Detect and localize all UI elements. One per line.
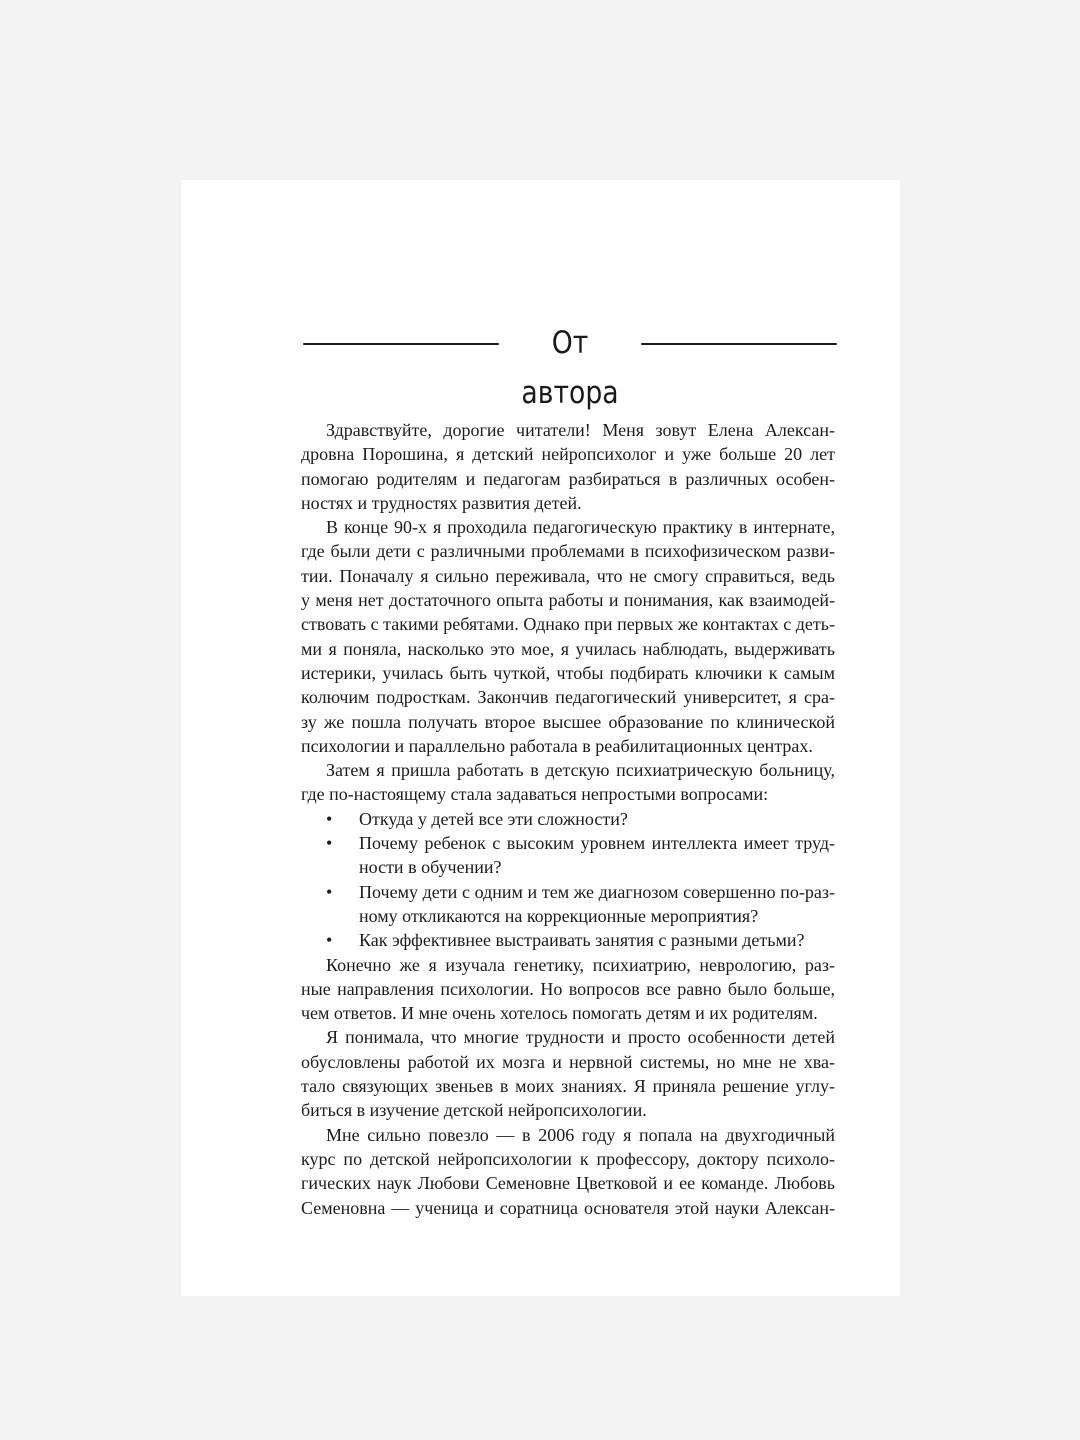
text-line: курс по детской нейропсихологии к профессору, доктору психоло- (301, 1148, 835, 1169)
bullet-icon: • (326, 881, 333, 902)
paragraph (301, 1123, 835, 1220)
list-item-line (301, 904, 835, 928)
text-line: где были дети с различными проблемами в психофизическом разви- (301, 541, 835, 562)
bullet-icon: • (326, 833, 333, 854)
text-line: ми я поняла, насколько это мое, я училась наблюдать, выдерживать (301, 638, 835, 659)
text-line: Мне сильно повезло — в 2006 году я попала на двухгодичный (326, 1124, 835, 1145)
list-item (301, 880, 835, 929)
list-item-text: Откуда у детей все эти сложности? (359, 808, 628, 829)
chapter-title: От автора (521, 325, 619, 411)
paragraph (301, 953, 835, 1026)
text-line: тии. Поначалу я сильно переживала, что не смогу справиться, ведь (301, 565, 835, 586)
text-line: ностях и трудностях развития детей. (301, 492, 582, 513)
list-item (301, 831, 835, 880)
text-line: Я понимала, что многие трудности и просто особенности детей (326, 1027, 835, 1048)
text-line: гических наук Любови Семеновне Цветковой и ее команде. Любовь (301, 1173, 835, 1194)
list-item-text: Почему дети с одним и тем же диагнозом совершенно по-раз- (359, 881, 835, 902)
chapter-heading (303, 318, 837, 411)
text-line: Затем я пришла работать в детскую психиатрическую больницу, (326, 760, 835, 781)
paragraph (301, 515, 835, 758)
list-item-text: Как эффективнее выстраивать занятия с разными детьми? (359, 930, 805, 951)
text-line: дровна Порошина, я детский нейропсихолог и уже больше 20 лет (301, 444, 835, 465)
text-line: истерики, училась быть чуткой, чтобы подбирать ключики к самым (301, 662, 835, 683)
text-line: помогаю родителям и педагогам разбираться в различных особен- (301, 468, 835, 489)
heading-rule-right (641, 343, 837, 345)
list-item (301, 807, 835, 831)
text-line: зу же пошла получать второе высшее образование по клинической (301, 711, 835, 732)
text-line: В конце 90-х я проходила педагогическую практику в интернате, (326, 517, 835, 538)
text-line: ные направления психологии. Но вопросов все равно было больше, (301, 978, 835, 999)
list-item-line (301, 880, 835, 904)
list-item-text: ности в обучении? (359, 857, 502, 878)
text-line: психологии и параллельно работала в реабилитационных центрах. (301, 735, 813, 756)
text-line: тало связующих звеньев в моих знаниях. Я приняла решение углу- (301, 1076, 835, 1097)
list-item-line (301, 807, 835, 831)
list-item-line (301, 855, 835, 879)
book-page (181, 180, 900, 1296)
text-line: колючим подросткам. Закончив педагогический университет, я сра- (301, 687, 835, 708)
text-line: обусловлены работой их мозга и нервной системы, но мне не хва- (301, 1051, 835, 1072)
list-item (301, 928, 835, 952)
text-line: Конечно же я изучала генетику, психиатрию, неврологию, раз- (326, 954, 835, 975)
text-line: Здравствуйте, дорогие читатели! Меня зовут Елена Алексан- (326, 420, 835, 440)
bullet-icon: • (326, 808, 333, 829)
heading-rule-left (303, 343, 499, 345)
list-item-line (301, 928, 835, 952)
text-line: где по-настоящему стала задаваться непростыми вопросами: (301, 784, 769, 805)
body-text (301, 418, 835, 1220)
paragraph (301, 758, 835, 807)
text-line: Семеновна — ученица и соратница основателя этой науки Алексан- (301, 1197, 835, 1218)
text-line: у меня нет достаточного опыта работы и понимания, как взаимодей- (301, 590, 835, 611)
list-item-text: Почему ребенок с высоким уровнем интеллекта имеет труд- (359, 833, 835, 854)
question-list (301, 807, 835, 953)
text-line: чем ответов. И мне очень хотелось помогать детям и их родителям. (301, 1003, 818, 1024)
paragraph (301, 418, 835, 515)
text-line: биться в изучение детской нейропсихологии. (301, 1100, 647, 1121)
list-item-text: ному откликаются на коррекционные мероприятия? (359, 905, 759, 926)
bullet-icon: • (326, 930, 333, 951)
paragraph (301, 1025, 835, 1122)
list-item-line (301, 831, 835, 855)
text-line: ствовать с такими ребятами. Однако при первых же контактах с деть- (301, 614, 835, 635)
